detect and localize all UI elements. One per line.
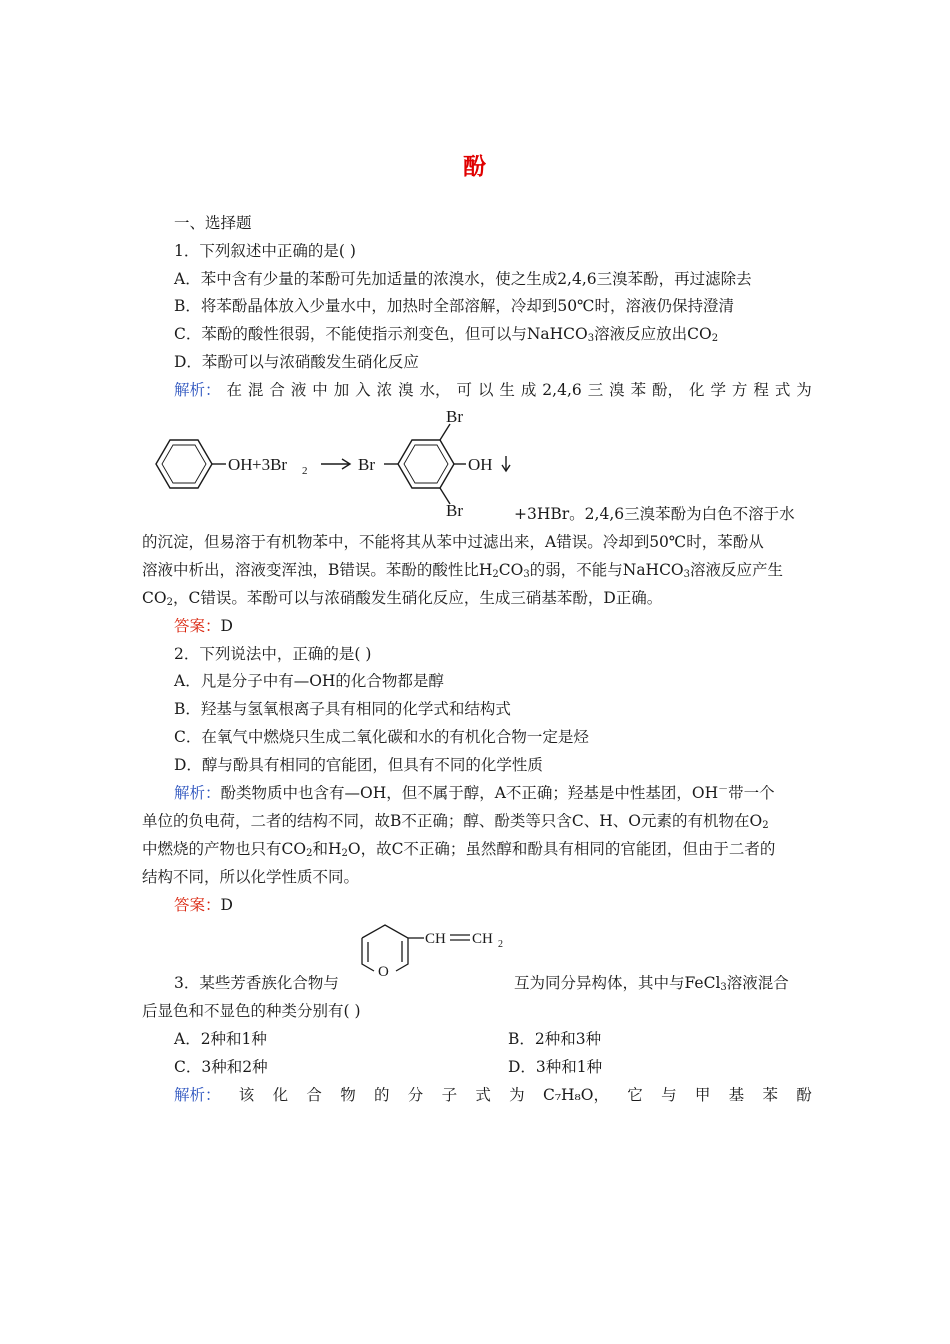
q2-option-d: D．醇与酚具有相同的官能团，但具有不同的化学性质 bbox=[174, 756, 543, 774]
q3-option-d: D．3种和1种 bbox=[508, 1058, 603, 1076]
q1-analysis-line3: 溶液中析出，溶液变浑浊，B错误。苯酚的酸性比$H_2CO_3$的弱，不能与NaHCO$_3$溶液反应产生 bbox=[142, 561, 784, 580]
q2-analysis-line4: 结构不同，所以化学性质不同。 bbox=[142, 868, 360, 886]
q1-analysis-line1b: +3HBr。2,4,6三溴苯酚为白色不溶于水 bbox=[514, 505, 795, 523]
svg-text:Br: Br bbox=[446, 501, 463, 520]
analysis-label: 解析： bbox=[174, 381, 221, 399]
q3-analysis-line1: 解析： 该 化 合 物 的 分 子 式 为 C₇H₈O， 它 与 甲 基 苯 酚 bbox=[174, 1086, 812, 1104]
section-heading: 一、选择题 bbox=[174, 214, 252, 232]
q1-analysis-line2: 的沉淀，但易溶于有机物苯中，不能将其从苯中过滤出来，A错误。冷却到50℃时，苯酚从 bbox=[142, 533, 764, 551]
q3-stem-line1b: 互为同分异构体，其中与FeCl$_3$溶液混合 bbox=[514, 974, 789, 993]
svg-text:OH: OH bbox=[228, 455, 253, 474]
q3-stem-line1a: 3．某些芳香族化合物与 bbox=[174, 974, 339, 992]
q1-option-d: D．苯酚可以与浓硝酸发生硝化反应 bbox=[174, 353, 419, 371]
q3-stem-line2: 后显色和不显色的种类分别有( ) bbox=[142, 1002, 361, 1020]
q1-option-a: A．苯中含有少量的苯酚可先加适量的浓溴水，使之生成2,4,6三溴苯酚，再过滤除去 bbox=[174, 270, 752, 288]
q1-answer: 答案：D bbox=[174, 617, 233, 635]
tribromophenol-ring bbox=[398, 440, 454, 488]
reaction-equation-figure bbox=[136, 404, 516, 522]
q2-analysis-line3: 中燃烧的产物也只有$CO_2$和$H_2O$，故C不正确；虽然醇和酚具有相同的官能团，但由于二者的 bbox=[142, 840, 776, 859]
q2-answer: 答案：D bbox=[174, 896, 233, 914]
q2-option-c: C．在氧气中燃烧只生成二氧化碳和水的有机化合物一定是烃 bbox=[174, 728, 589, 746]
svg-text:OH: OH bbox=[468, 455, 493, 474]
svg-text:O: O bbox=[378, 964, 389, 980]
q1-option-b: B．将苯酚晶体放入少量水中，加热时全部溶解，冷却到50℃时，溶液仍保持澄清 bbox=[174, 297, 734, 315]
q1-option-c: C．苯酚的酸性很弱，不能使指示剂变色，但可以与NaHCO$_3$溶液反应放出$CO_2$ bbox=[174, 325, 719, 344]
analysis-label: 解析： bbox=[174, 1086, 221, 1104]
analysis-label: 解析： bbox=[174, 784, 221, 802]
q3-option-b: B．2种和3种 bbox=[508, 1030, 602, 1048]
svg-text:2: 2 bbox=[498, 939, 503, 950]
q3-option-a: A．2种和1种 bbox=[174, 1030, 267, 1048]
q2-option-a: A．凡是分子中有—OH的化合物都是醇 bbox=[174, 672, 444, 690]
phenol-ring bbox=[156, 440, 212, 488]
svg-text:Br: Br bbox=[446, 407, 463, 426]
svg-text:Br: Br bbox=[358, 455, 375, 474]
page-title: 酚 bbox=[463, 153, 487, 180]
pyran-structure-figure bbox=[352, 918, 520, 988]
svg-text:+3Br: +3Br bbox=[252, 455, 288, 474]
q2-option-b: B．羟基与氢氧根离子具有相同的化学式和结构式 bbox=[174, 700, 511, 718]
q2-analysis-line1: 解析：酚类物质中也含有—OH，但不属于醇，A不正确；羟基是中性基团，OH－带一个 bbox=[174, 784, 775, 802]
q1-analysis-line4: $CO_2$，C错误。苯酚可以与浓硝酸发生硝化反应，生成三硝基苯酚，D正确。 bbox=[142, 589, 663, 608]
q1-analysis-line1: 解析： 在 混 合 液 中 加 入 浓 溴 水， 可 以 生 成 2,4,6 三 溴 苯 酚， 化 学 方 程 式 为 bbox=[174, 381, 812, 399]
q2-stem: 2．下列说法中，正确的是( ) bbox=[174, 645, 372, 663]
svg-text:CH: CH bbox=[472, 931, 493, 947]
q2-analysis-line2: 单位的负电荷，二者的结构不同，故B不正确；醇、酚类等只含C、H、O元素的有机物在$O_2$ bbox=[142, 812, 769, 831]
q3-option-c: C．3种和2种 bbox=[174, 1058, 268, 1076]
q1-stem: 1．下列叙述中正确的是( ) bbox=[174, 242, 356, 260]
svg-text:CH: CH bbox=[425, 931, 446, 947]
svg-text:2: 2 bbox=[302, 465, 308, 477]
